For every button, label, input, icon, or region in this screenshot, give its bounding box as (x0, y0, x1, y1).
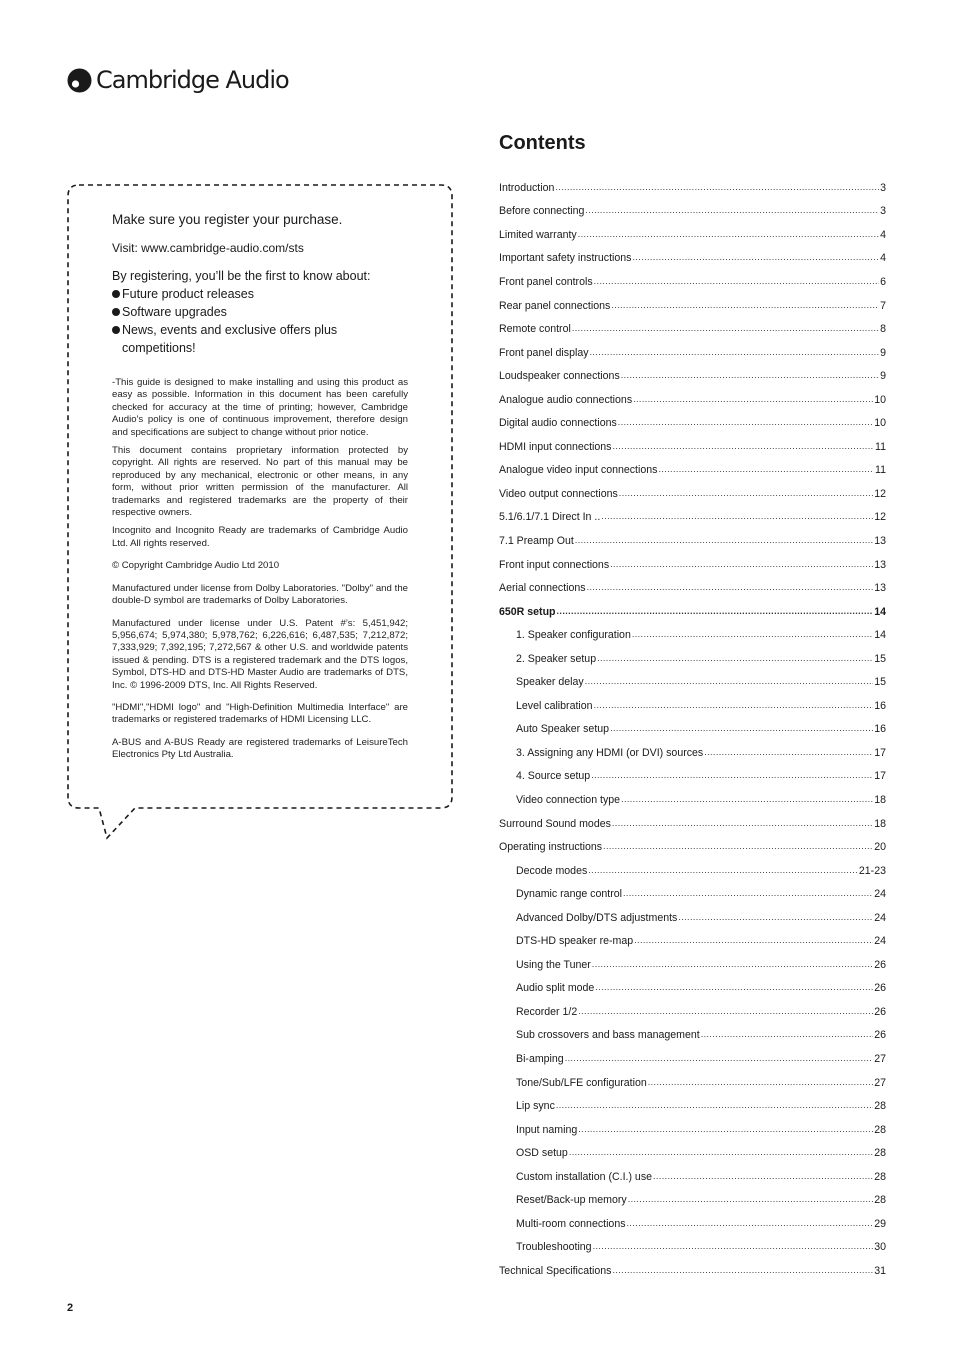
list-item: Software upgrades (112, 303, 408, 321)
toc-dot-leader (594, 702, 874, 710)
toc-entry-title: Audio split mode (516, 982, 595, 995)
toc-dot-leader (611, 302, 879, 310)
toc-entry[interactable] (499, 1024, 886, 1048)
toc-entry-page: 17 (874, 770, 886, 783)
toc-entry-page: 11 (875, 440, 886, 453)
page-number: 2 (67, 1302, 74, 1314)
toc-entry-title: HDMI input connections (499, 440, 612, 453)
toc-entry[interactable] (499, 247, 886, 271)
toc-entry-title: Limited warranty (499, 228, 577, 241)
toc-dot-leader (575, 537, 873, 545)
toc-entry-title: Bi-amping (516, 1053, 564, 1065)
toc-entry-title: Analogue audio connections (499, 393, 633, 406)
toc-entry[interactable] (499, 506, 886, 530)
toc-entry-title: 650R setup (499, 605, 556, 618)
toc-entry[interactable] (499, 1047, 886, 1071)
toc-entry-page: 14 (874, 605, 886, 618)
toc-entry-page: 26 (874, 1005, 886, 1018)
toc-entry-page: 15 (874, 652, 886, 665)
toc-dot-leader (603, 843, 873, 851)
toc-dot-leader (704, 749, 873, 757)
toc-entry[interactable] (499, 1212, 886, 1236)
toc-dot-leader (610, 725, 873, 733)
toc-dot-leader (565, 1055, 874, 1063)
toc-dot-leader (556, 1102, 873, 1110)
list-item: Future product releases (112, 285, 408, 303)
toc-dot-leader (621, 372, 879, 380)
toc-entry-page: 9 (880, 346, 886, 359)
toc-entry[interactable] (499, 906, 886, 930)
toc-entry-title: Reset/Back-up memory (516, 1194, 627, 1207)
toc-entry[interactable] (499, 317, 886, 341)
toc-entry[interactable] (499, 812, 886, 836)
toc-entry-title: Tone/Sub/LFE configuration (516, 1076, 647, 1089)
register-visit-link[interactable]: Visit: www.cambridge-audio.com/sts (112, 241, 304, 255)
toc-entry-page: 18 (874, 817, 886, 830)
toc-entry[interactable] (499, 1165, 886, 1189)
toc-entry-page: 8 (880, 323, 886, 336)
toc-entry-page: 26 (874, 982, 886, 995)
register-title: Make sure you register your purchase. (112, 212, 343, 227)
toc-entry-page: 27 (874, 1076, 886, 1089)
toc-entry[interactable] (499, 1094, 886, 1118)
toc-dot-leader (701, 1031, 873, 1039)
toc-dot-leader (578, 1008, 873, 1016)
toc-entry-title: Operating instructions (499, 841, 603, 854)
toc-entry-page: 4 (880, 228, 886, 241)
toc-entry-page: 15 (874, 676, 886, 689)
toc-entry-page: 11 (875, 464, 886, 477)
bullet-icon (112, 326, 120, 334)
toc-entry-page: 24 (874, 935, 886, 948)
toc-entry-title: Troubleshooting (516, 1241, 592, 1254)
toc-dot-leader (623, 890, 873, 898)
legal-paragraph: Manufactured under license under U.S. Patent #’s: 5,451,942; 5,956,674; 5,974,380; 5,978,762; 6,226,616; 6,487,535; 7,212,872; 7,333,929; 7,392,195; 7,272,567 & other U.S. and worldwide patents issued & pending. DTS is a registered trademark and the DTS logos, Symbol, DTS-HD and DTS-HD Master Audio are trademarks of DTS, Inc. © 1996-2009 DTS, Inc. All Rights Reserved. (112, 617, 408, 691)
toc-dot-leader (628, 1196, 874, 1204)
toc-entry-title: Rear panel connections (499, 299, 611, 312)
toc-entry-title: Speaker delay (516, 676, 584, 689)
toc-entry-title: Video connection type (516, 793, 621, 806)
toc-dot-leader (594, 278, 879, 286)
brand-name: Cambridge Audio (96, 66, 289, 94)
toc-entry-page: 28 (874, 1100, 886, 1113)
toc-entry-title: Remote control (499, 323, 571, 336)
toc-entry[interactable] (499, 553, 886, 577)
toc-dot-leader (585, 207, 879, 215)
toc-entry[interactable] (499, 576, 886, 600)
toc-dot-leader (634, 937, 873, 945)
bullet-icon (112, 290, 120, 298)
toc-entry-title: 1. Speaker configuration (516, 629, 631, 642)
toc-entry-page: 7 (880, 299, 886, 312)
toc-entry-page: 26 (874, 958, 886, 971)
toc-dot-leader (618, 419, 873, 427)
contents-title: Contents (499, 132, 586, 154)
toc-entry-page: 21-23 (858, 864, 886, 877)
toc-entry[interactable] (499, 930, 886, 954)
toc-entry-title: Advanced Dolby/DTS adjustments (516, 911, 678, 924)
toc-entry-page: 26 (874, 1029, 886, 1042)
toc-entry-title: Input naming (516, 1123, 578, 1136)
toc-entry-title: 3. Assigning any HDMI (or DVI) sources (516, 746, 704, 759)
toc-entry-page: 16 (874, 699, 886, 712)
toc-dot-leader (621, 796, 873, 804)
table-of-contents (499, 176, 886, 1283)
toc-entry[interactable] (499, 435, 886, 459)
toc-entry[interactable] (499, 482, 886, 506)
toc-entry-title: OSD setup (516, 1147, 568, 1160)
toc-entry-title: Front panel display (499, 346, 589, 359)
toc-entry[interactable] (499, 953, 886, 977)
toc-entry[interactable] (499, 977, 886, 1001)
toc-entry-page: 28 (874, 1123, 886, 1136)
toc-entry[interactable] (499, 718, 886, 742)
toc-entry[interactable] (499, 835, 886, 859)
toc-entry-title: Analogue video input connections (499, 464, 658, 477)
bullet-icon (112, 308, 120, 316)
toc-dot-leader (572, 325, 879, 333)
toc-dot-leader (612, 1267, 873, 1275)
toc-entry-title: Important safety instructions (499, 252, 632, 265)
toc-entry-title: Video output connections (499, 487, 618, 500)
toc-entry[interactable] (499, 741, 886, 765)
toc-entry-title: Lip sync (516, 1100, 555, 1113)
register-intro: By registering, you’ll be the first to know about: (112, 269, 371, 283)
toc-entry-title: Auto Speaker setup (516, 723, 610, 736)
toc-entry[interactable] (499, 647, 886, 671)
toc-entry[interactable] (499, 411, 886, 435)
toc-entry[interactable] (499, 623, 886, 647)
toc-entry-page: 14 (874, 629, 886, 642)
toc-entry-page: 28 (874, 1147, 886, 1160)
toc-entry-page: 24 (874, 888, 886, 901)
toc-dot-leader (595, 984, 873, 992)
toc-entry-title: Level calibration (516, 699, 593, 712)
toc-entry-page: 18 (874, 793, 886, 806)
toc-entry-page: 3 (880, 205, 886, 218)
toc-entry-page: 28 (874, 1170, 886, 1183)
toc-entry-title: Surround Sound modes (499, 817, 611, 830)
legal-paragraph: "HDMI","HDMI logo" and "High-Definition Multimedia Interface" are trademarks or registered trademarks of HDMI Licensing LLC. (112, 701, 408, 726)
toc-entry-title: Aerial connections (499, 582, 586, 595)
toc-dot-leader (632, 631, 873, 639)
toc-entry[interactable] (499, 1118, 886, 1142)
register-benefits-list (112, 285, 408, 357)
toc-dot-leader (578, 231, 879, 239)
toc-entry-page: 13 (874, 582, 886, 595)
toc-entry[interactable] (499, 600, 886, 624)
toc-entry-title: Sub crossovers and bass management (516, 1029, 700, 1042)
toc-entry-page: 13 (874, 558, 886, 571)
toc-dot-leader (648, 1079, 873, 1087)
toc-dot-leader (587, 584, 874, 592)
toc-entry-page: 9 (880, 370, 886, 383)
toc-entry-title: Recorder 1/2 (516, 1005, 578, 1018)
toc-entry[interactable] (499, 694, 886, 718)
toc-dot-leader (601, 513, 873, 521)
toc-entry-title: Custom installation (C.I.) use (516, 1170, 653, 1183)
toc-dot-leader (578, 1126, 873, 1134)
toc-entry[interactable] (499, 1236, 886, 1260)
toc-dot-leader (597, 655, 873, 663)
list-item: News, events and exclusive offers plus competitions! (112, 321, 408, 357)
toc-entry[interactable] (499, 1189, 886, 1213)
toc-entry-title: Using the Tuner (516, 958, 591, 971)
toc-entry[interactable] (499, 223, 886, 247)
toc-entry-page: 13 (874, 534, 886, 547)
toc-entry[interactable] (499, 1000, 886, 1024)
legal-paragraph: © Copyright Cambridge Audio Ltd 2010 (112, 560, 280, 572)
toc-entry-page: 12 (874, 511, 886, 524)
toc-entry[interactable] (499, 529, 886, 553)
toc-entry-page: 12 (874, 487, 886, 500)
legal-notices (112, 377, 408, 762)
toc-entry-title: Front panel controls (499, 275, 593, 288)
cambridge-audio-logo-icon (67, 68, 92, 93)
legal-paragraph: Manufactured under license from Dolby Laboratories. "Dolby" and the double-D symbol are trademarks of Dolby Laboratories. (112, 582, 408, 607)
brand-logo (67, 66, 289, 94)
toc-entry[interactable] (499, 882, 886, 906)
legal-paragraph: A-BUS and A-BUS Ready are registered trademarks of LeisureTech Electronics Pty Ltd Australia. (112, 736, 408, 761)
toc-entry[interactable] (499, 1071, 886, 1095)
toc-entry-title: Before connecting (499, 205, 585, 218)
toc-dot-leader (612, 820, 873, 828)
toc-entry-title: Digital audio connections (499, 417, 617, 430)
toc-entry-page: 16 (874, 723, 886, 736)
toc-dot-leader (569, 1149, 873, 1157)
toc-dot-leader (653, 1173, 873, 1181)
toc-entry-page: 3 (880, 181, 886, 194)
toc-dot-leader (557, 608, 874, 616)
toc-dot-leader (592, 961, 873, 969)
toc-entry[interactable] (499, 388, 886, 412)
toc-dot-leader (588, 867, 858, 875)
toc-entry[interactable] (499, 670, 886, 694)
toc-entry[interactable] (499, 176, 886, 200)
legal-paragraph: -This guide is designed to make installing and using this product as easy as possible. Information in this document has been carefully checked for accuracy at the time of printing; however, Cambridge Audio's policy is one of continuous improvement, therefore design and specifications are subject to change without prior notice. (112, 377, 408, 438)
toc-dot-leader (658, 466, 874, 474)
toc-entry-page: 31 (874, 1264, 886, 1277)
toc-dot-leader (612, 443, 874, 451)
toc-dot-leader (610, 561, 873, 569)
toc-entry[interactable] (499, 459, 886, 483)
toc-entry[interactable] (499, 1259, 886, 1283)
toc-entry-page: 30 (874, 1241, 886, 1254)
toc-entry-title: 4. Source setup (516, 770, 591, 783)
toc-dot-leader (619, 490, 873, 498)
toc-entry-title: 7.1 Preamp Out (499, 534, 574, 547)
toc-entry-page: 6 (880, 275, 886, 288)
toc-entry-title: Loudspeaker connections (499, 370, 620, 383)
toc-entry-title: Dynamic range control (516, 888, 622, 901)
toc-dot-leader (590, 349, 880, 357)
toc-entry-title: 5.1/6.1/7.1 Direct In .. (499, 511, 601, 524)
toc-entry-title: Decode modes (516, 864, 588, 877)
toc-entry-page: 29 (874, 1217, 886, 1230)
toc-entry-page: 28 (874, 1194, 886, 1207)
toc-dot-leader (632, 254, 879, 262)
toc-dot-leader (591, 772, 873, 780)
toc-entry-title: DTS-HD speaker re-map (516, 935, 634, 948)
toc-entry-title: Technical Specifications (499, 1264, 612, 1277)
toc-dot-leader (585, 678, 873, 686)
toc-dot-leader (633, 396, 873, 404)
toc-entry-page: 10 (874, 393, 886, 406)
toc-entry-title: Multi-room connections (516, 1217, 626, 1230)
toc-entry[interactable] (499, 364, 886, 388)
toc-entry-title: Front input connections (499, 558, 610, 571)
registration-callout (67, 184, 453, 844)
toc-entry[interactable] (499, 859, 886, 883)
legal-paragraph: Incognito and Incognito Ready are trademarks of Cambridge Audio Ltd. All rights reserved. (112, 525, 408, 549)
toc-entry[interactable] (499, 765, 886, 789)
toc-entry-page: 4 (880, 252, 886, 265)
toc-dot-leader (627, 1220, 874, 1228)
toc-entry[interactable] (499, 294, 886, 318)
toc-dot-leader (593, 1243, 874, 1251)
toc-entry-page: 24 (874, 911, 886, 924)
toc-entry-page: 20 (874, 841, 886, 854)
legal-paragraph: This document contains proprietary information protected by copyright. All rights are reserved. No part of this manual may be reproduced by any mechanical, electronic or other means, in any form, without prior written permission of the manufacturer. All trademarks and registered trademarks are the property of their respective owners. (112, 445, 408, 519)
toc-entry[interactable] (499, 341, 886, 365)
toc-entry-page: 27 (874, 1053, 886, 1065)
toc-dot-leader (678, 914, 873, 922)
toc-entry[interactable] (499, 270, 886, 294)
toc-entry-title: 2. Speaker setup (516, 652, 597, 665)
toc-entry-page: 17 (874, 746, 886, 759)
toc-entry[interactable] (499, 1141, 886, 1165)
toc-entry-page: 10 (874, 417, 886, 430)
toc-dot-leader (555, 184, 879, 192)
toc-entry[interactable] (499, 200, 886, 224)
toc-entry[interactable] (499, 788, 886, 812)
toc-entry-title: Introduction (499, 181, 555, 194)
